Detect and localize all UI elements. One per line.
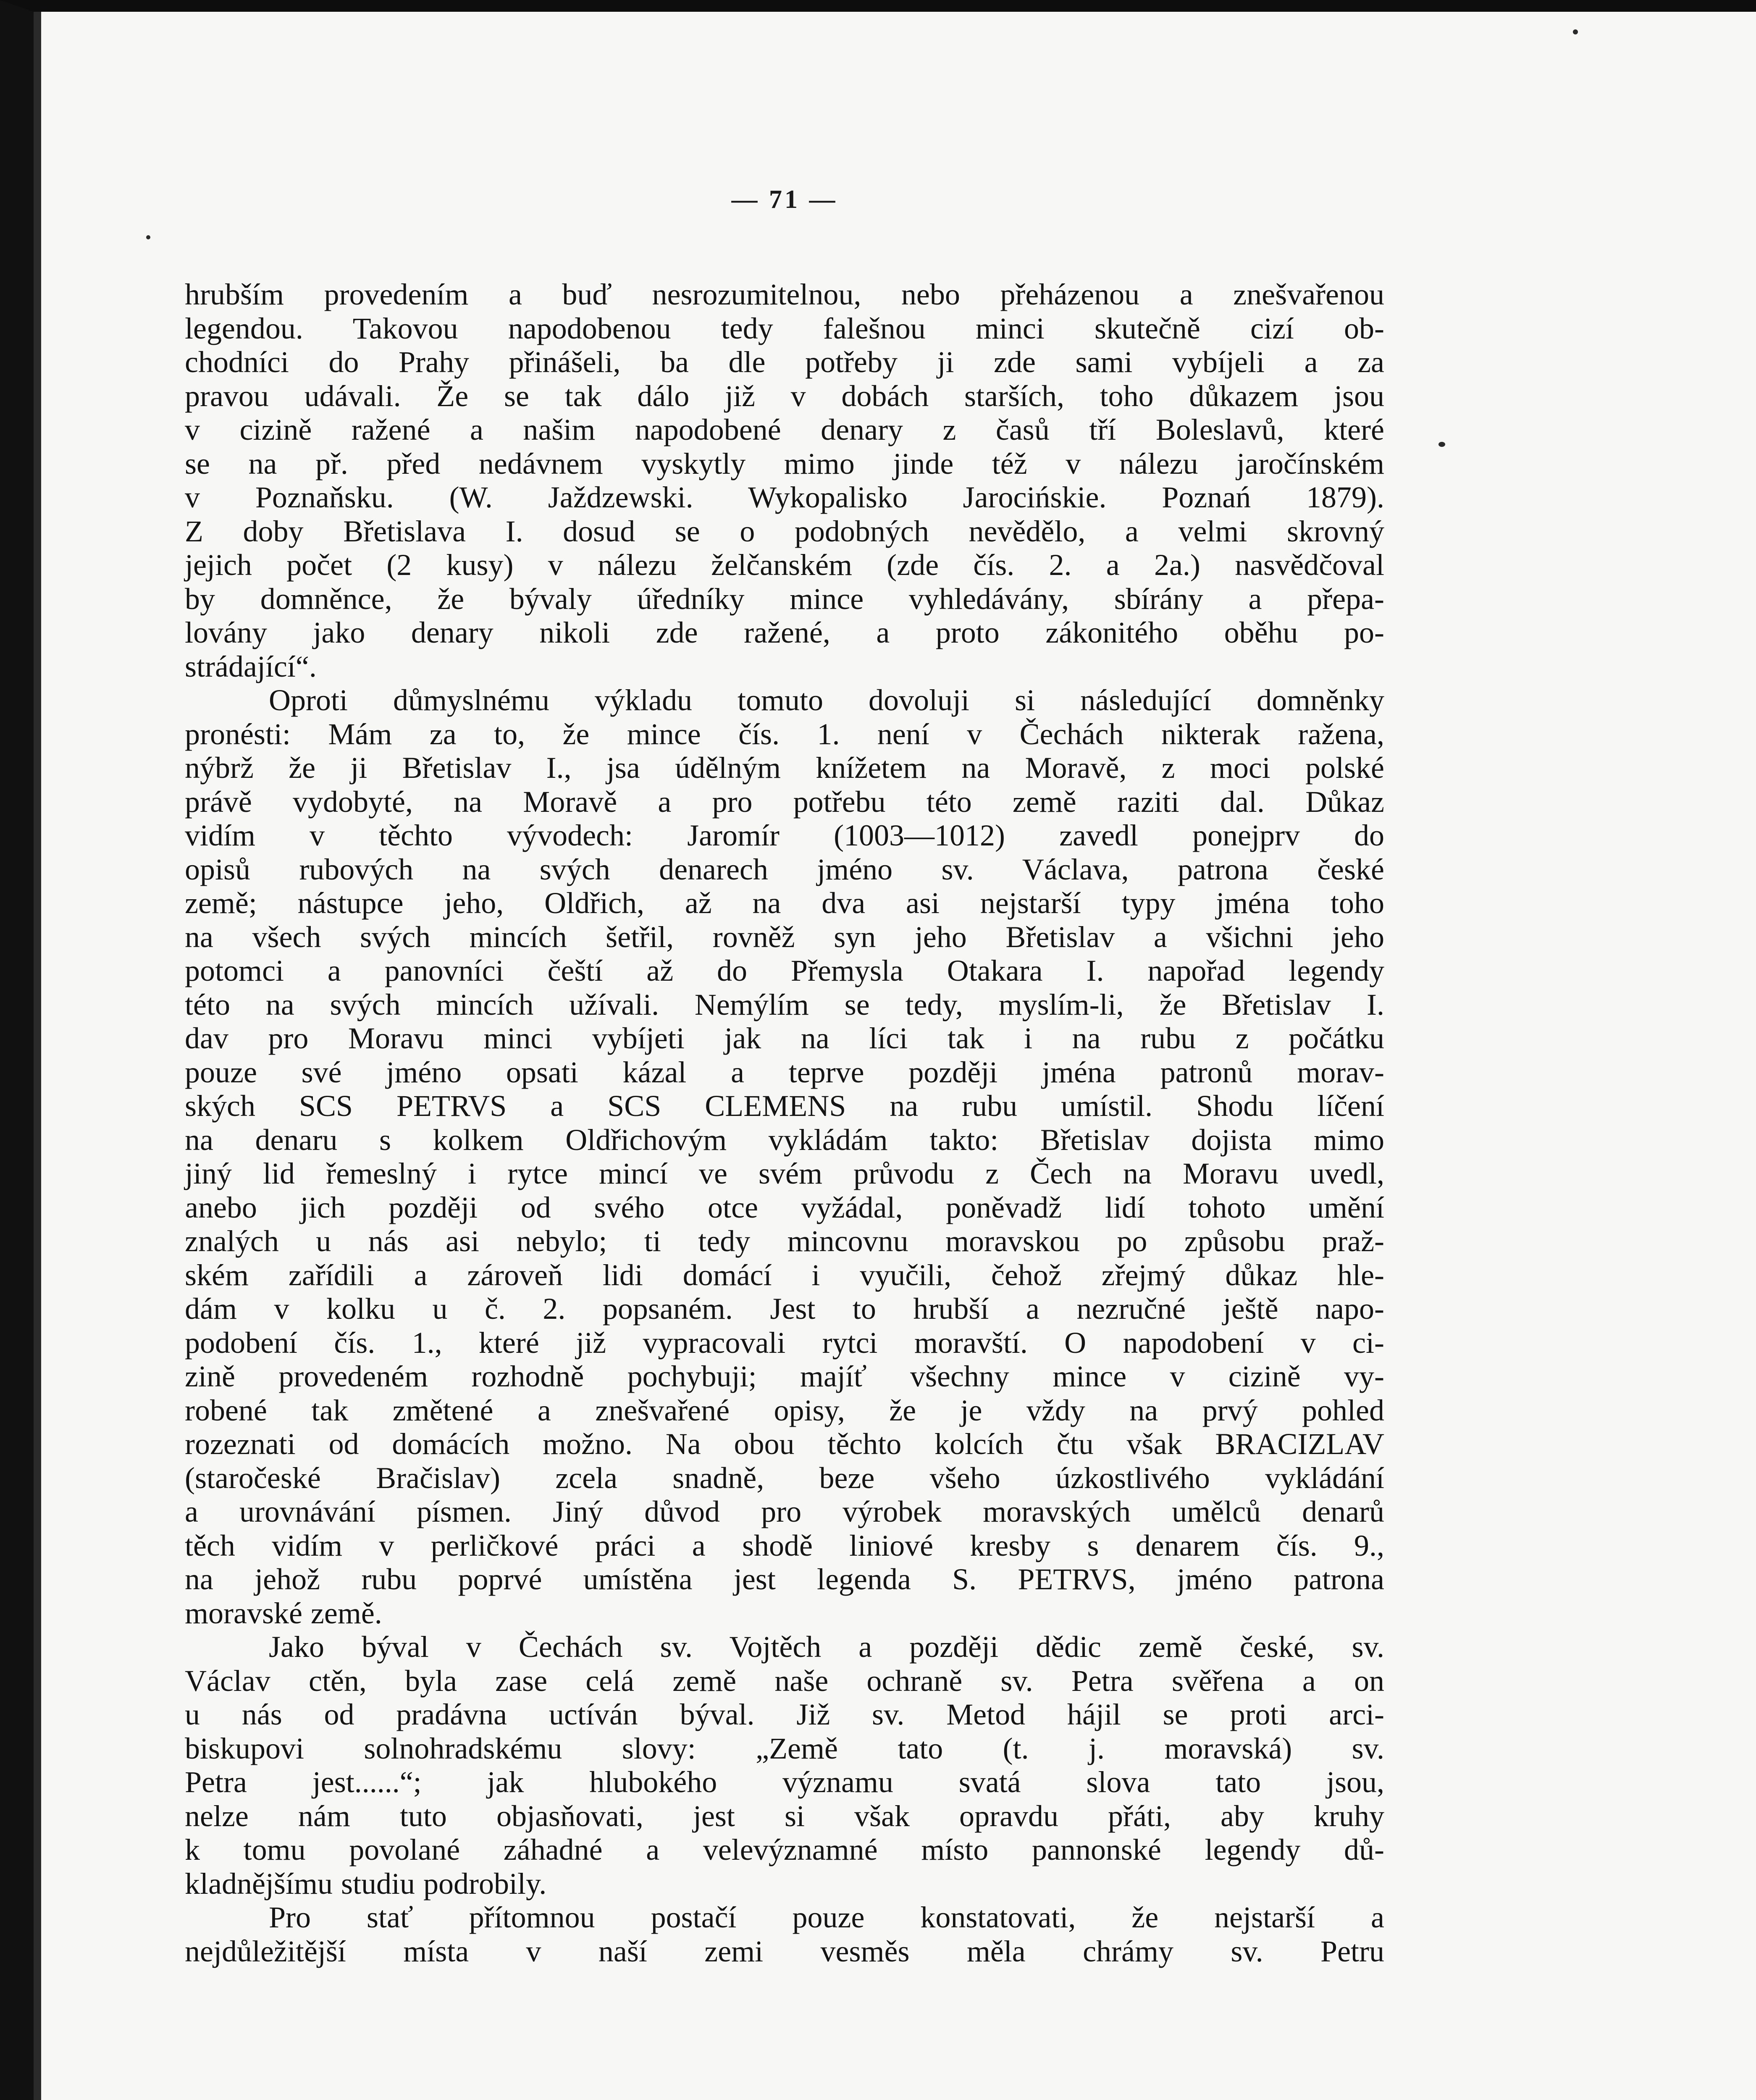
paragraph-3 xyxy=(185,1630,1384,1900)
scan-speck xyxy=(146,235,150,239)
text-line: pouze své jméno opsati kázal a teprve později jména patronů morav- xyxy=(185,1055,1384,1089)
body-text xyxy=(185,278,1384,1968)
text-line: biskupovi solnohradskému slovy: „Země tato (t. j. moravská) sv. xyxy=(185,1731,1384,1765)
text-line: v cizině ražené a našim napodobené denary z časů tří Boleslavů, které xyxy=(185,413,1384,446)
text-line: Z doby Břetislava I. dosud se o podobných nevědělo, a velmi skrovný xyxy=(185,514,1384,548)
text-line: opisů rubových na svých denarech jméno sv. Václava, patrona české xyxy=(185,852,1384,886)
text-line: legendou. Takovou napodobenou tedy falešnou minci skutečně cizí ob- xyxy=(185,311,1384,345)
text-line: pravou udávali. Že se tak dálo již v dobách starších, toho důkazem jsou xyxy=(185,379,1384,413)
text-line: zině provedeném rozhodně pochybuji; majíť všechny mince v cizině vy- xyxy=(185,1360,1384,1393)
text-line: anebo jich později od svého otce vyžádal, poněvadž lidí tohoto umění xyxy=(185,1190,1384,1224)
text-line: Jako býval v Čechách sv. Vojtěch a později dědic země české, sv. xyxy=(269,1630,1384,1664)
text-line: potomci a panovníci čeští až do Přemysla Otakara I. napořad legendy xyxy=(185,954,1384,987)
text-line: vidím v těchto vývodech: Jaromír (1003—1012) zavedl ponejprv do xyxy=(185,819,1384,852)
document-page xyxy=(185,185,1384,1968)
text-line: ských SCS PETRVS a SCS CLEMENS na rubu umístil. Shodu líčení xyxy=(185,1089,1384,1123)
text-line: kladnějšímu studiu podrobily. xyxy=(185,1866,547,1900)
text-line: Václav ctěn, byla zase celá země naše ochraně sv. Petra svěřena a on xyxy=(185,1664,1384,1698)
text-line: nýbrž že ji Břetislav I., jsa údělným knížetem na Moravě, z moci polské xyxy=(185,751,1384,785)
text-line: Pro stať přítomnou postačí pouze konstatovati, že nejstarší a xyxy=(269,1900,1384,1934)
paragraph-1 xyxy=(185,278,1384,683)
text-line: nelze nám tuto objasňovati, jest si však opravdu přáti, aby kruhy xyxy=(185,1799,1384,1833)
paragraph-2 xyxy=(185,683,1384,1630)
text-line: této na svých mincích užívali. Nemýlím se tedy, myslím-li, že Břetislav I. xyxy=(185,987,1384,1021)
text-line: jiný lid řemeslný i rytce mincí ve svém průvodu z Čech na Moravu uvedl, xyxy=(185,1157,1384,1190)
text-line: těch vidím v perličkové práci a shodě liniové kresby s denarem čís. 9., xyxy=(185,1528,1384,1562)
text-line: lovány jako denary nikoli zde ražené, a proto zákonitého oběhu po- xyxy=(185,616,1384,649)
paragraph-4 xyxy=(185,1900,1384,1968)
text-line: moravské země. xyxy=(185,1596,382,1630)
text-line: rozeznati od domácích možno. Na obou těchto kolcích čtu však BRACIZLAV xyxy=(185,1427,1384,1461)
text-line: na denaru s kolkem Oldřichovým vykládám takto: Břetislav dojista mimo xyxy=(185,1123,1384,1157)
scan-speck xyxy=(1573,29,1578,34)
text-line: dám v kolku u č. 2. popsaném. Jest to hrubší a nezručné ještě napo- xyxy=(185,1292,1384,1326)
text-line: na jehož rubu poprvé umístěna jest legenda S. PETRVS, jméno patrona xyxy=(185,1562,1384,1596)
text-line: (staročeské Bračislav) zcela snadně, beze všeho úzkostlivého vykládání xyxy=(185,1461,1384,1495)
text-line: hrubším provedením a buď nesrozumitelnou, nebo přeházenou a znešvařenou xyxy=(185,278,1384,311)
text-line: se na př. před nedávnem vyskytly mimo jinde též v nálezu jaročínském xyxy=(185,446,1384,480)
text-line: Petra jest......“; jak hlubokého významu svatá slova tato jsou, xyxy=(185,1765,1384,1799)
text-line: a urovnávání písmen. Jiný důvod pro výrobek moravských umělců denarů xyxy=(185,1495,1384,1528)
text-line: u nás od pradávna uctíván býval. Již sv. Metod hájil se proti arci- xyxy=(185,1698,1384,1731)
text-line: chodníci do Prahy přinášeli, ba dle potřeby ji zde sami vybíjeli a za xyxy=(185,345,1384,379)
text-line: Oproti důmyslnému výkladu tomuto dovoluji si následující domněnky xyxy=(269,683,1384,717)
page-number: — 71 — xyxy=(731,185,838,214)
text-line: v Poznaňsku. (W. Jaždzewski. Wykopalisko Jarocińskie. Poznań 1879). xyxy=(185,480,1384,514)
text-line: nejdůležitější místa v naší zemi vesměs měla chrámy sv. Petru xyxy=(185,1934,1384,1968)
text-line: podobení čís. 1., které již vypracovali rytci moravští. O napodobení v ci- xyxy=(185,1326,1384,1360)
text-line: by domněnce, že bývaly úředníky mince vyhledávány, sbírány a přepa- xyxy=(185,582,1384,616)
text-line: strádající“. xyxy=(185,649,317,683)
text-line: právě vydobyté, na Moravě a pro potřebu této země raziti dal. Důkaz xyxy=(185,785,1384,819)
text-line: k tomu povolané záhadné a velevýznamné místo pannonské legendy dů- xyxy=(185,1833,1384,1866)
text-line: robené tak změtené a znešvařené opisy, že je vždy na prvý pohled xyxy=(185,1393,1384,1427)
text-line: znalých u nás asi nebylo; ti tedy mincovnu moravskou po způsobu praž- xyxy=(185,1224,1384,1258)
text-line: země; nástupce jeho, Oldřich, až na dva asi nejstarší typy jména toho xyxy=(185,886,1384,920)
text-line: pronésti: Mám za to, že mince čís. 1. není v Čechách nikterak ražena, xyxy=(185,717,1384,751)
text-line: ském zařídili a zároveň lidi domácí i vyučili, čehož zřejmý důkaz hle- xyxy=(185,1258,1384,1292)
scan-speck xyxy=(1438,442,1445,447)
text-line: jejich počet (2 kusy) v nálezu želčanském (zde čís. 2. a 2a.) nasvědčoval xyxy=(185,548,1384,582)
text-line: na všech svých mincích šetřil, rovněž syn jeho Břetislav a všichni jeho xyxy=(185,920,1384,954)
text-line: dav pro Moravu minci vybíjeti jak na líci tak i na rubu z počátku xyxy=(185,1021,1384,1055)
